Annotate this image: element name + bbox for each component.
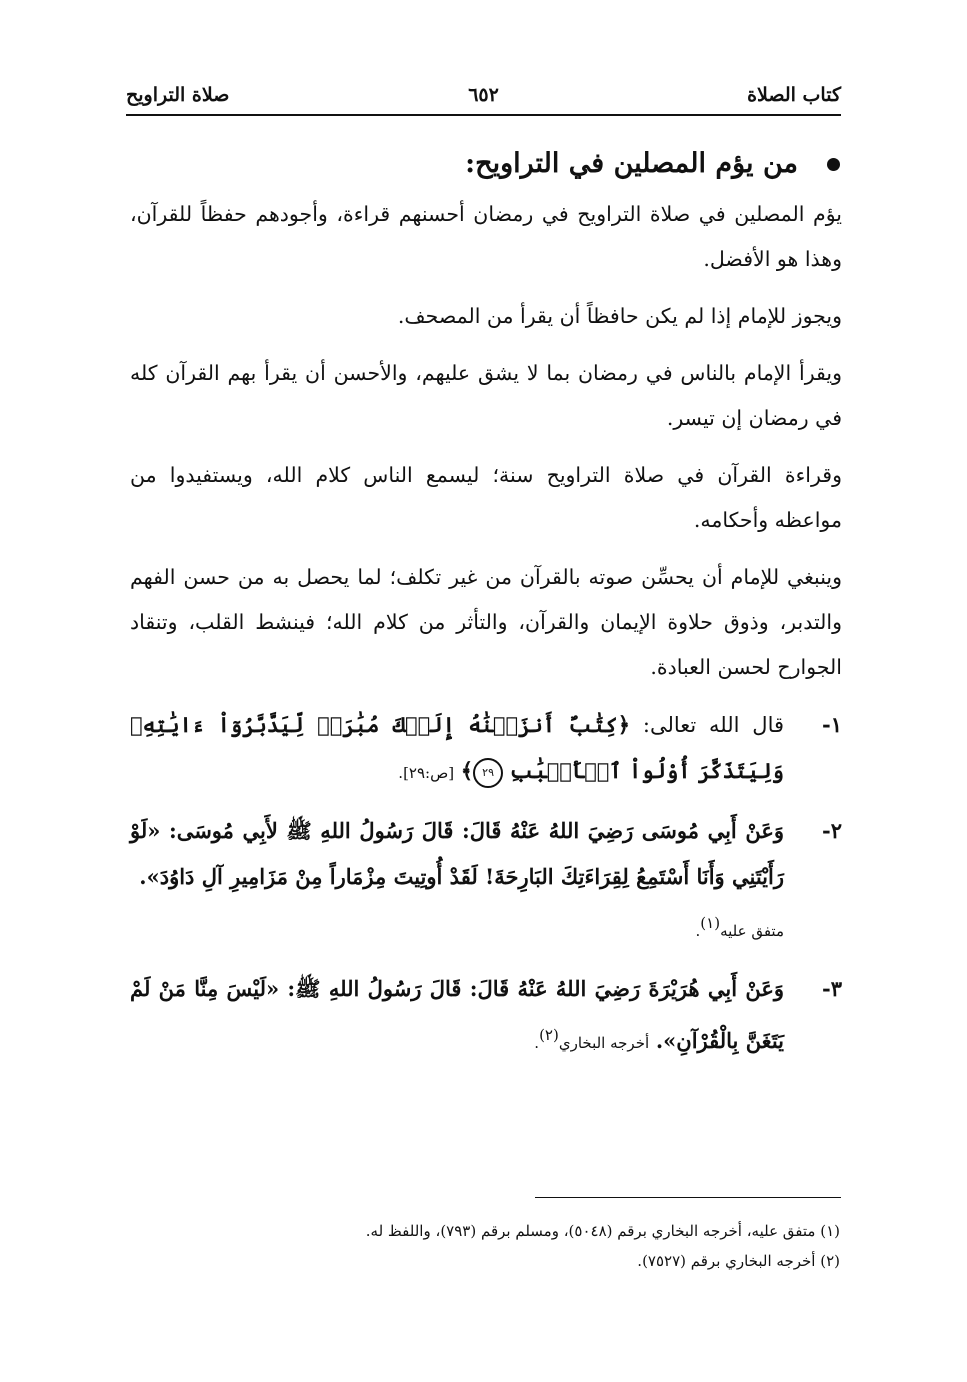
paragraph: ويقرأ الإمام بالناس في رمضان بما لا يشق عليهم، والأحسن أن يقرأ بهم القرآن كله في رمضان إن تيسر. (130, 361, 842, 430)
section-title: صلاة التراويح (126, 84, 230, 106)
page-number: ٦٥٢ (468, 84, 499, 106)
item-end: . (534, 1034, 540, 1052)
item-text (130, 808, 784, 954)
list-item (130, 808, 842, 954)
footnote: (١) متفق عليه، أخرجه البخاري برقم (٥٠٤٨)، ومسلم برقم (٧٩٣)، واللفظ له. (365, 1222, 840, 1240)
item-text (130, 966, 784, 1066)
footnote-marker: (٢) (539, 1026, 559, 1044)
list-item (130, 966, 842, 1066)
item-text (130, 702, 784, 796)
paragraph: وينبغي للإمام أن يحسِّن صوته بالقرآن من غير تكلف؛ لما يحصل به من حسن الفهم والتدبر، وذوق حلاوة الإيمان والقرآن، والتأثر من كلام الله؛ فينشط القلب، وتنقاد الجوارح لحسن العبادة. (130, 565, 842, 679)
verse-number-icon: ٢٩ (473, 758, 503, 788)
main-content (130, 142, 842, 1078)
verse-reference: [ص:٢٩]. (398, 764, 455, 782)
hadith-source: متفق عليه (720, 922, 784, 940)
page-header (126, 82, 841, 116)
item-intro: قال الله تعالى: (630, 713, 785, 737)
hadith-text: وَعَنْ أَبِي مُوسَى رَضِيَ اللهُ عَنْهُ قَالَ: قَالَ رَسُولُ اللهِ ﷺ لأَبِي مُوسَى: «لَوْ رَأَيْتَنِي وَأَنَا أَسْتَمِعُ لِقِرَاءَتِكَ البَارِحَةَ! لَقَدْ أُوتِيتَ مِزْمَاراً مِنْ مَزَامِيرِ آلِ دَاوُدَ». (130, 818, 784, 889)
footnote: (٢) أخرجه البخاري برقم (٧٥٢٧). (637, 1252, 840, 1270)
hadith-source: أخرجه البخاري (558, 1034, 650, 1052)
bullet-icon (827, 158, 840, 171)
paragraph: يؤم المصلين في صلاة التراويح في رمضان أحسنهم قراءة، وأجودهم حفظاً للقرآن، وهذا هو الأفضل. (130, 202, 842, 271)
list-item (130, 702, 842, 796)
book-title: كتاب الصلاة (747, 84, 841, 106)
hadith-text: وَعَنْ أَبِي هُرَيْرَةَ رَضِيَ اللهُ عَنْهُ قَالَ: قَالَ رَسُولُ اللهِ ﷺ: «لَيْسَ مِنَّا مَنْ لَمْ يَتَغَنَّ بِالْقُرْآنِ». (130, 976, 784, 1053)
footnote-divider (535, 1197, 841, 1198)
section-heading (130, 142, 842, 186)
item-number: ٢- (822, 818, 842, 843)
paragraph: وقراءة القرآن في صلاة التراويح سنة؛ ليسمع الناس كلام الله، ويستفيدوا من مواعظه وأحكامه. (130, 463, 842, 532)
item-number: ٣- (822, 976, 842, 1001)
heading-text: من يؤم المصلين في التراويح: (465, 148, 798, 179)
item-number: ١- (822, 712, 842, 737)
quran-verse: ﴿كِتَٰبٌ أَنزَلۡنَٰهُ إِلَيۡكَ مُبَٰرَكٞ لِّيَدَّبَّرُوٓاْ ءَايَٰتِهِۦ وَلِيَتَذَكَّرَ أُوْلُواْ ٱلۡأَلۡبَٰبِ (130, 712, 784, 783)
item-end: . (695, 922, 701, 940)
footnotes (200, 1218, 840, 1278)
footnote-marker: (١) (700, 914, 721, 932)
quran-end: ﴾ (460, 758, 474, 783)
paragraph: ويجوز للإمام إذا لم يكن حافظاً أن يقرأ من المصحف. (397, 304, 842, 328)
